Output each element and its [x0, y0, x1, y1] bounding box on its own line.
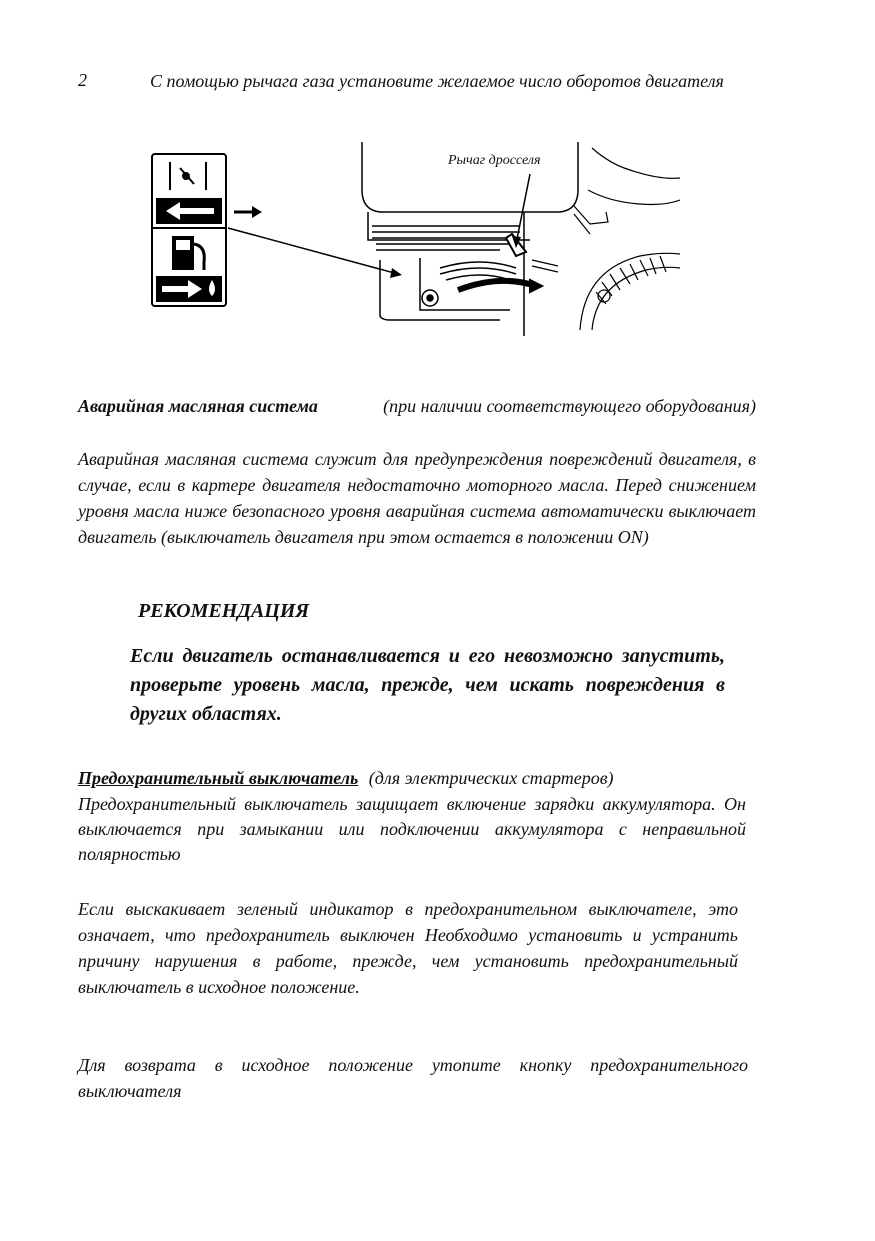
breaker-reset-text: Для возврата в исходное положение утопите кнопку предохранительного выключателя [78, 1055, 748, 1101]
oil-alert-title-bold: Аварийная масляная система [78, 396, 318, 416]
breaker-body: Предохранительный выключатель защищает включение зарядки аккумулятора. Он выключается при замыкании или подключении аккумулятора с неправильной полярностью [78, 794, 746, 864]
engine-illustration [140, 140, 680, 340]
throttle-callout-label: Рычаг дросселя [448, 153, 541, 168]
breaker-title-rest: (для электрических стартеров) [368, 768, 614, 788]
direction-arrow-icon [234, 206, 262, 218]
throttle-figure [140, 140, 680, 340]
step-text: С помощью рычага газа установите желаемое число оборотов двигателя [150, 71, 724, 91]
recommendation-title: РЕКОМЕНДАЦИЯ [138, 600, 310, 622]
recommendation-body: Если двигатель останавливается и его невозможно запустить, проверьте уровень масла, прежде, чем искать повреждения в других областях. [130, 645, 725, 725]
oil-alert-title-rest: (при наличии соответствующего оборудования) [383, 396, 756, 416]
fan-guard [532, 148, 680, 330]
oil-alert-title [78, 396, 756, 416]
arrow-right-icon [156, 276, 222, 302]
arrow-left-icon [156, 198, 222, 224]
step-number: 2 [78, 70, 87, 90]
breaker-title-bold: Предохранительный выключатель [78, 768, 359, 788]
breaker-title [78, 768, 614, 789]
engine-body [362, 142, 578, 336]
breaker-indicator-text: Если выскакивает зеленый индикатор в предохранительном выключателе, это означает, что предохранитель выключен Необходимо установить и устранить причину нарушения в работе, прежде, чем установить предохранительный выключатель в исходное положение. [78, 899, 738, 997]
oil-alert-body: Аварийная масляная система служит для предупреждения повреждений двигателя, в случае, если в картере двигателя недостаточно моторного масла. Перед снижением уровня масла ниже безопасного уровня аварийная система автоматически выключает двигатель (выключатель двигателя при этом остается в положении ON) [78, 449, 756, 547]
